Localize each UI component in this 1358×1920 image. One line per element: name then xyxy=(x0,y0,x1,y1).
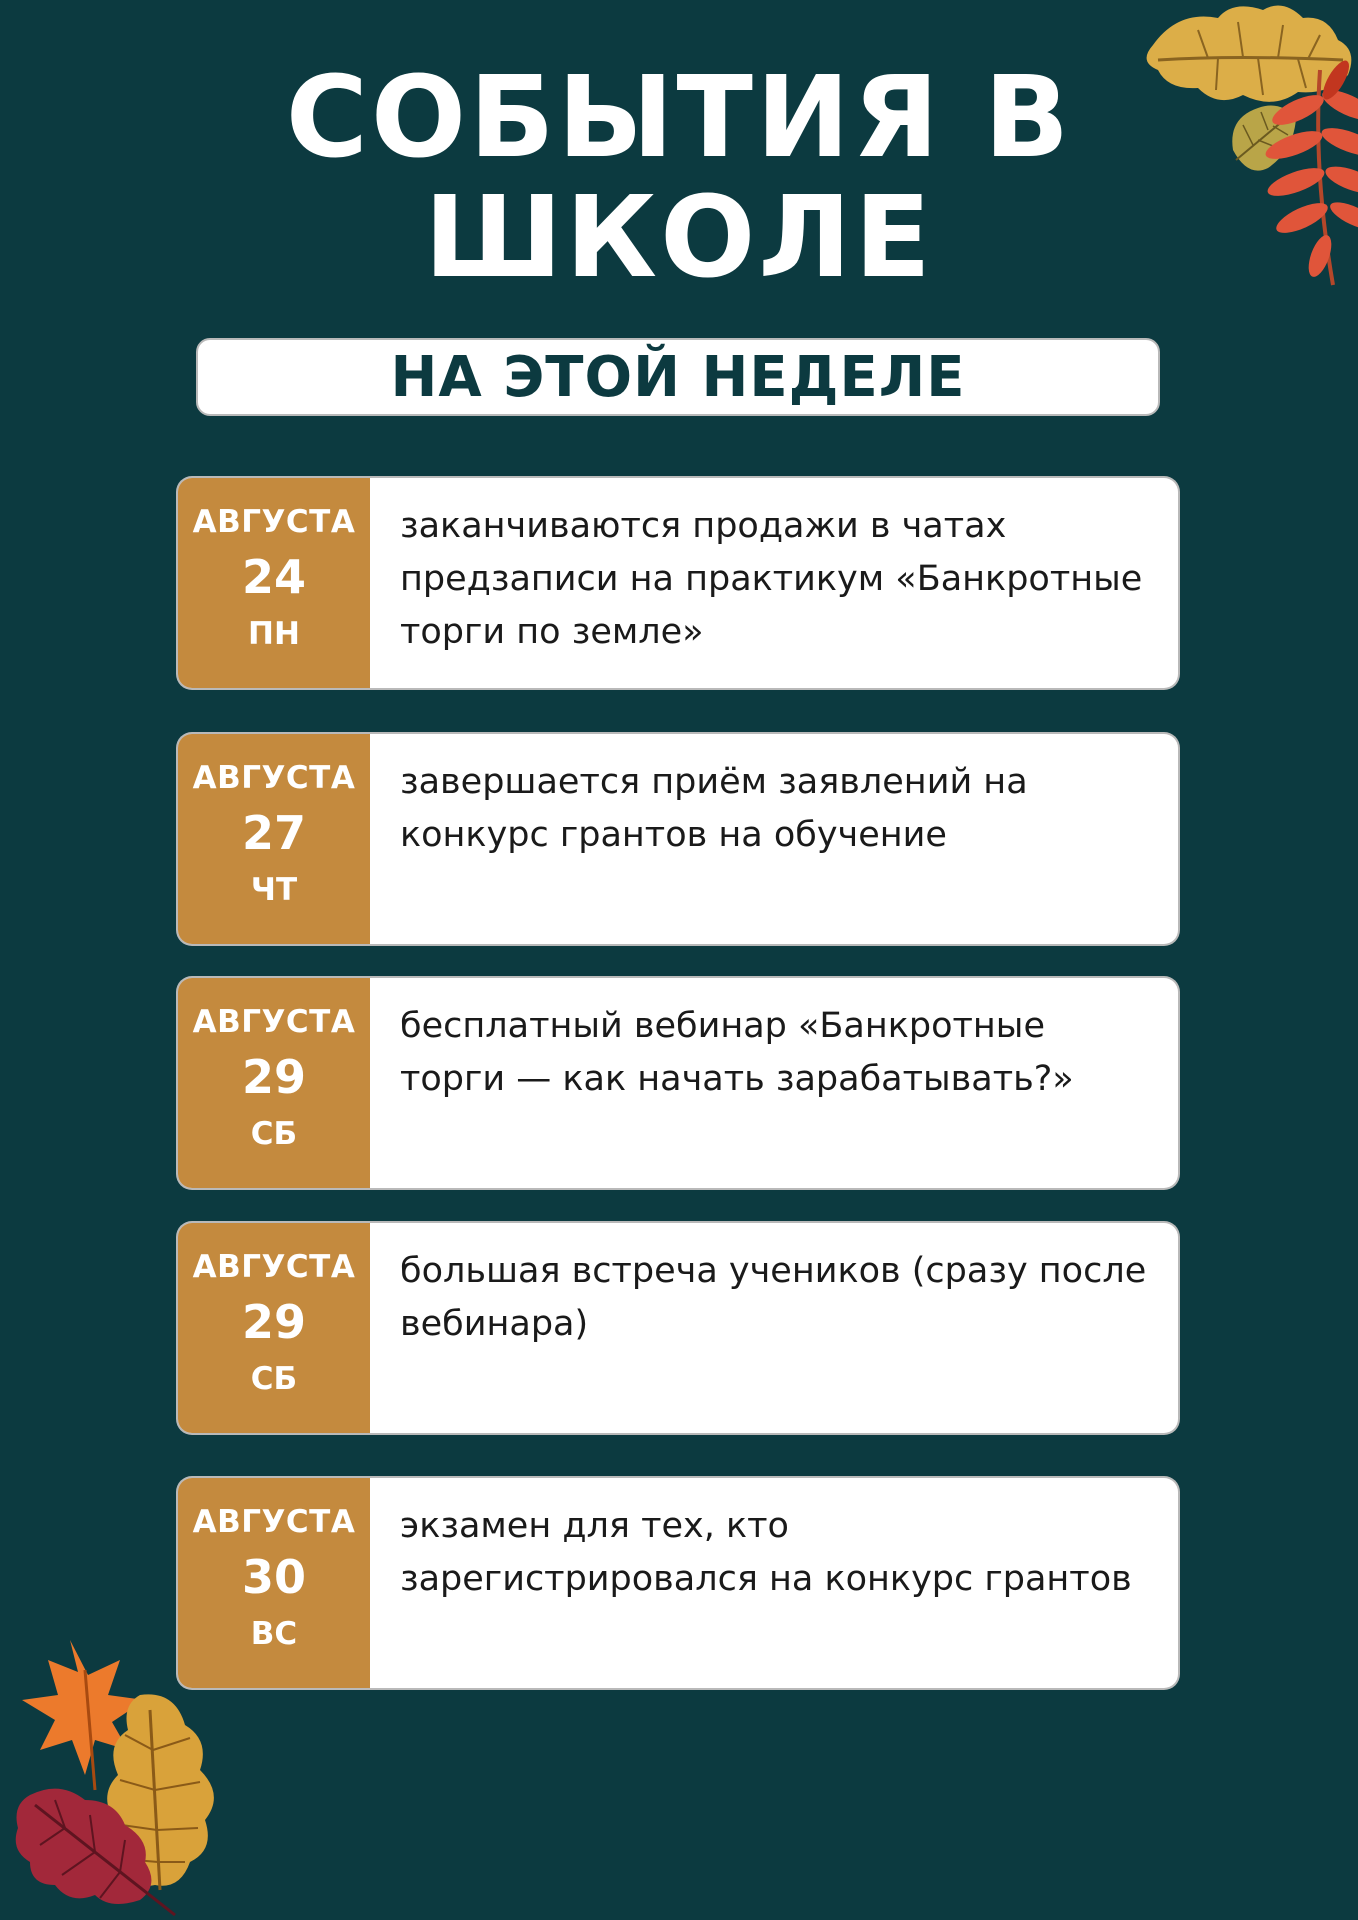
event-date-box xyxy=(178,978,370,1188)
event-description: бесплатный вебинар «Банкротные торги — как начать зарабатывать?» xyxy=(400,1006,1074,1099)
event-month: АВГУСТА xyxy=(192,504,356,540)
event-weekday: ЧТ xyxy=(250,872,298,908)
page-title-line-2: ШКОЛЕ xyxy=(424,173,934,303)
event-day: 30 xyxy=(241,1550,306,1604)
event-weekday: ВС xyxy=(250,1616,298,1652)
event-weekday: ПН xyxy=(248,616,300,652)
event-card xyxy=(178,734,1178,944)
event-date-box xyxy=(178,734,370,944)
event-weekday: СБ xyxy=(250,1116,298,1152)
event-month: АВГУСТА xyxy=(192,1249,356,1285)
event-date-box xyxy=(178,478,370,688)
event-description: большая встреча учеников (сразу после вебинара) xyxy=(400,1251,1147,1344)
this-week-badge xyxy=(196,338,1160,416)
event-month: АВГУСТА xyxy=(192,1004,356,1040)
event-card xyxy=(178,1478,1178,1688)
event-date-box xyxy=(178,1223,370,1433)
page-title xyxy=(0,53,1358,303)
event-description: завершается приём заявлений на конкурс грантов на обучение xyxy=(400,762,1028,855)
event-month: АВГУСТА xyxy=(192,1504,356,1540)
event-month: АВГУСТА xyxy=(192,760,356,796)
page-title-line-1: СОБЫТИЯ В xyxy=(285,53,1073,183)
event-day: 24 xyxy=(241,550,306,604)
event-card xyxy=(178,1223,1178,1433)
event-date-box xyxy=(178,1478,370,1688)
event-card xyxy=(178,978,1178,1188)
this-week-label: НА ЭТОЙ НЕДЕЛЕ xyxy=(390,344,966,410)
event-description: экзамен для тех, кто зарегистрировался на конкурс грантов xyxy=(400,1506,1132,1599)
event-day: 29 xyxy=(241,1295,306,1349)
event-day: 27 xyxy=(241,806,306,860)
event-card xyxy=(178,478,1178,688)
event-weekday: СБ xyxy=(250,1361,298,1397)
event-description: заканчиваются продажи в чатах предзаписи на практикум «Банкротные торги по земле» xyxy=(400,506,1143,652)
event-day: 29 xyxy=(241,1050,306,1104)
